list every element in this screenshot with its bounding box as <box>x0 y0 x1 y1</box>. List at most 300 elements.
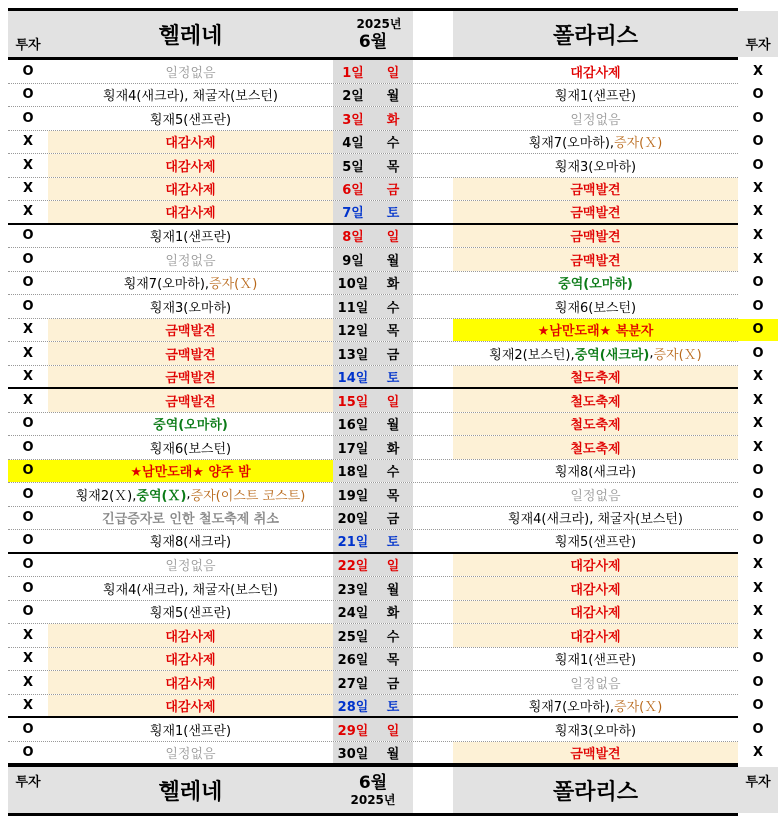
weekday-cell: 수 <box>373 295 413 318</box>
date-cell: 1일 <box>333 60 373 83</box>
left-event-text: 횡재7(오마하), <box>123 277 210 293</box>
date-cell: 18일 <box>333 460 373 483</box>
right-event <box>453 718 738 741</box>
right-event-text: 대감사제 <box>570 65 621 81</box>
right-invest-mark: O <box>752 110 764 126</box>
table-row <box>8 460 764 484</box>
date-cell: 28일 <box>333 695 373 717</box>
column-gap <box>413 178 453 201</box>
left-invest-mark: X <box>22 181 34 197</box>
weekday-cell: 월 <box>373 577 413 600</box>
right-event <box>453 530 738 552</box>
left-event-text: 긴급증자로 인한 철도축제 취소 <box>102 512 279 528</box>
right-event <box>453 648 738 671</box>
table-row <box>8 483 764 507</box>
left-invest-mark: O <box>22 110 34 126</box>
left-event <box>48 530 333 552</box>
left-invest-mark: X <box>22 204 34 220</box>
weekday-cell: 금 <box>373 178 413 201</box>
date-cell: 25일 <box>333 624 373 647</box>
right-event <box>453 577 738 600</box>
left-invest-mark: X <box>22 674 34 690</box>
right-event <box>453 413 738 436</box>
left-event <box>48 554 333 577</box>
right-event-text: 중역(새크라) <box>574 347 650 363</box>
left-event <box>48 342 333 365</box>
left-invest-mark: O <box>22 580 34 596</box>
right-invest-mark: X <box>752 392 764 408</box>
column-gap <box>413 577 453 600</box>
left-invest-mark: O <box>22 557 34 573</box>
right-event <box>453 107 738 130</box>
left-server-footer: 헬레네 <box>48 767 333 813</box>
column-gap <box>413 601 453 624</box>
right-event-text: 횡재3(오마하) <box>554 159 637 175</box>
right-event-text: 횡재7(오마하), <box>528 136 615 152</box>
right-event-text: 횡재1(샌프란) <box>554 89 637 105</box>
right-event <box>453 60 738 83</box>
left-event <box>48 648 333 671</box>
right-event <box>453 201 738 223</box>
right-event <box>453 389 738 412</box>
right-event-text: 금맥발견 <box>570 253 621 269</box>
left-event-text: 대감사제 <box>165 699 216 715</box>
left-event-text: 대감사제 <box>165 629 216 645</box>
table-row <box>8 107 764 131</box>
right-invest-mark: O <box>752 157 764 173</box>
table-row <box>8 624 764 648</box>
date-cell: 9일 <box>333 248 373 271</box>
column-gap <box>413 366 453 388</box>
table-row <box>8 413 764 437</box>
right-invest-mark: O <box>752 510 764 526</box>
left-invest-mark: O <box>22 486 34 502</box>
date-cell: 4일 <box>333 131 373 154</box>
left-invest-mark: O <box>22 63 34 79</box>
left-event <box>48 624 333 647</box>
date-cell: 3일 <box>333 107 373 130</box>
left-event-text: ★남만도래★ 양주 밤 <box>130 465 251 481</box>
right-event <box>453 695 738 717</box>
left-invest-mark: O <box>22 604 34 620</box>
date-cell: 11일 <box>333 295 373 318</box>
table-row <box>8 342 764 366</box>
right-server-title: 폴라리스 <box>453 11 738 57</box>
right-event <box>453 342 738 365</box>
date-cell: 19일 <box>333 483 373 506</box>
left-event-text: 대감사제 <box>165 676 216 692</box>
schedule-sheet <box>8 8 771 816</box>
left-event-text: 횡재1(샌프란) <box>149 230 232 246</box>
weekday-cell: 화 <box>373 436 413 459</box>
right-invest-mark: X <box>752 557 764 573</box>
weekday-cell: 월 <box>373 742 413 764</box>
right-invest-mark: X <box>752 604 764 620</box>
weekday-cell: 토 <box>373 530 413 552</box>
right-event <box>453 554 738 577</box>
date-cell: 7일 <box>333 201 373 223</box>
table-row <box>8 695 764 719</box>
weekday-cell: 목 <box>373 648 413 671</box>
right-event-text: 횡재1(샌프란) <box>554 653 637 669</box>
month-label-footer: 6월 <box>358 772 388 793</box>
right-invest-mark: O <box>738 319 778 342</box>
weekday-cell: 화 <box>373 107 413 130</box>
left-invest-mark: O <box>22 721 34 737</box>
right-event-text: 금맥발견 <box>570 746 621 762</box>
date-cell: 6일 <box>333 178 373 201</box>
right-event <box>453 483 738 506</box>
left-event-text: 대감사제 <box>165 159 216 175</box>
column-gap <box>413 319 453 342</box>
right-invest-mark: X <box>752 204 764 220</box>
weekday-cell: 일 <box>373 60 413 83</box>
month-footer <box>333 767 413 813</box>
weekday-cell: 일 <box>373 554 413 577</box>
column-gap <box>413 624 453 647</box>
left-event-text: 횡재6(보스턴) <box>149 441 232 457</box>
right-event-text: 일정없음 <box>570 488 621 504</box>
column-gap <box>413 295 453 318</box>
right-invest-mark: O <box>752 674 764 690</box>
right-event-text: 대감사제 <box>570 629 621 645</box>
weekday-cell: 월 <box>373 413 413 436</box>
left-event-text: 횡재4(새크라), 채굴자(보스턴) <box>103 582 278 598</box>
column-gap <box>413 84 453 107</box>
weekday-cell: 수 <box>373 460 413 483</box>
right-server-footer: 폴라리스 <box>453 767 738 813</box>
weekday-cell: 토 <box>373 695 413 717</box>
left-event-text: 횡재2(Ｘ), <box>75 488 137 504</box>
right-event-text: 금맥발견 <box>570 183 621 199</box>
right-invest-mark: O <box>752 134 764 150</box>
left-event-text: 금맥발견 <box>165 370 216 386</box>
date-cell: 22일 <box>333 554 373 577</box>
right-invest-mark: X <box>752 368 764 384</box>
right-invest-mark: X <box>752 228 764 244</box>
left-invest-mark: X <box>22 345 34 361</box>
weekday-cell: 목 <box>373 319 413 342</box>
left-event <box>48 507 333 530</box>
left-event <box>48 460 333 483</box>
right-invest-header: 투자 <box>738 11 778 57</box>
left-invest-mark: O <box>22 87 34 103</box>
weekday-cell: 금 <box>373 342 413 365</box>
left-invest-mark: O <box>22 510 34 526</box>
table-row <box>8 436 764 460</box>
right-event-text: 횡재8(새크라) <box>554 465 637 481</box>
weekday-cell: 일 <box>373 225 413 248</box>
date-cell: 29일 <box>333 718 373 741</box>
date-cell: 24일 <box>333 601 373 624</box>
left-event <box>48 295 333 318</box>
table-row <box>8 366 764 390</box>
right-invest-mark: O <box>752 345 764 361</box>
left-event <box>48 319 333 342</box>
table-row <box>8 84 764 108</box>
right-invest-footer: 투자 <box>738 767 778 813</box>
right-event <box>453 319 738 342</box>
header-row <box>8 8 771 60</box>
left-event <box>48 742 333 764</box>
date-cell: 12일 <box>333 319 373 342</box>
table-row <box>8 154 764 178</box>
right-event <box>453 295 738 318</box>
date-cell: 5일 <box>333 154 373 177</box>
weekday-cell: 화 <box>373 601 413 624</box>
date-cell: 13일 <box>333 342 373 365</box>
left-invest-mark: X <box>22 627 34 643</box>
month-label: 6월 <box>358 31 388 52</box>
column-gap <box>413 413 453 436</box>
right-invest-mark: X <box>752 439 764 455</box>
year-label: 2025년 <box>356 16 402 31</box>
column-gap <box>413 389 453 412</box>
right-event-text: 중역(오마하) <box>558 277 633 293</box>
right-event <box>453 248 738 271</box>
left-invest-mark: O <box>22 416 34 432</box>
right-event-text: , <box>649 345 654 361</box>
right-invest-mark: O <box>752 697 764 713</box>
left-event-text: 일정없음 <box>165 746 216 762</box>
right-event-text: 증자(Ｘ) <box>614 136 663 152</box>
right-event-text: 횡재5(샌프란) <box>554 535 637 551</box>
footer-gap <box>413 767 453 813</box>
right-event <box>453 507 738 530</box>
table-row <box>8 530 764 554</box>
table-row <box>8 272 764 296</box>
left-invest-mark: X <box>22 392 34 408</box>
footer-row <box>8 765 771 816</box>
right-invest-mark: X <box>752 580 764 596</box>
left-event-text: 횡재1(샌프란) <box>149 723 232 739</box>
right-event-text: 철도축제 <box>570 370 621 386</box>
left-invest-mark: O <box>22 275 34 291</box>
table-row <box>8 648 764 672</box>
weekday-cell: 화 <box>373 272 413 295</box>
column-gap <box>413 436 453 459</box>
column-gap <box>413 248 453 271</box>
weekday-cell: 목 <box>373 154 413 177</box>
right-event <box>453 624 738 647</box>
left-event-text: 횡재4(새크라), 채굴자(보스턴) <box>103 89 278 105</box>
table-row <box>8 554 764 578</box>
year-label-footer: 2025년 <box>350 792 396 807</box>
left-event <box>48 413 333 436</box>
right-event <box>453 225 738 248</box>
column-gap <box>413 671 453 694</box>
column-gap <box>413 131 453 154</box>
right-invest-mark: O <box>752 486 764 502</box>
left-event <box>48 671 333 694</box>
left-event <box>48 718 333 741</box>
column-gap <box>413 554 453 577</box>
weekday-cell: 금 <box>373 671 413 694</box>
table-row <box>8 248 764 272</box>
right-event <box>453 742 738 764</box>
right-event <box>453 84 738 107</box>
date-cell: 23일 <box>333 577 373 600</box>
table-row <box>8 225 764 249</box>
right-event-text: 철도축제 <box>570 441 621 457</box>
left-event-text: 금맥발견 <box>165 324 216 340</box>
weekday-cell: 목 <box>373 483 413 506</box>
left-event-text: 대감사제 <box>165 653 216 669</box>
table-row <box>8 718 764 742</box>
date-cell: 2일 <box>333 84 373 107</box>
right-event-text: 횡재7(오마하), <box>528 699 615 715</box>
right-event-text: 일정없음 <box>570 112 621 128</box>
left-event-text: 횡재5(샌프란) <box>149 112 232 128</box>
date-cell: 15일 <box>333 389 373 412</box>
left-invest-mark: X <box>22 697 34 713</box>
right-event <box>453 272 738 295</box>
left-event-text: , <box>186 486 191 502</box>
right-event-text: 철도축제 <box>570 394 621 410</box>
table-row <box>8 131 764 155</box>
table-row <box>8 601 764 625</box>
date-cell: 20일 <box>333 507 373 530</box>
left-event-text: 대감사제 <box>165 206 216 222</box>
right-event-text: 대감사제 <box>570 606 621 622</box>
right-event-text: 횡재3(오마하) <box>554 723 637 739</box>
table-row <box>8 178 764 202</box>
left-invest-mark: O <box>22 744 34 760</box>
right-event-text: ★남만도래★ 복분자 <box>537 324 654 340</box>
left-event-text: 증자(Ｘ) <box>209 277 258 293</box>
table-row <box>8 577 764 601</box>
column-gap <box>413 695 453 717</box>
table-row <box>8 60 764 84</box>
table-row <box>8 671 764 695</box>
right-event-text: 증자(Ｘ) <box>653 347 702 363</box>
table-row <box>8 201 764 225</box>
column-gap <box>413 530 453 552</box>
table-row <box>8 507 764 531</box>
left-invest-mark: X <box>22 157 34 173</box>
left-server-title: 헬레네 <box>48 11 333 57</box>
left-invest-mark: O <box>22 533 34 549</box>
left-invest-mark: O <box>22 298 34 314</box>
left-invest-mark: O <box>8 460 48 483</box>
right-event-text: 철도축제 <box>570 418 621 434</box>
left-invest-mark: X <box>22 322 34 338</box>
date-cell: 21일 <box>333 530 373 552</box>
left-event <box>48 107 333 130</box>
header-gap <box>413 11 453 57</box>
weekday-cell: 수 <box>373 131 413 154</box>
month-header <box>333 11 413 57</box>
left-event <box>48 60 333 83</box>
date-cell: 14일 <box>333 366 373 388</box>
column-gap <box>413 272 453 295</box>
left-event <box>48 366 333 388</box>
right-invest-mark: O <box>752 721 764 737</box>
left-event <box>48 577 333 600</box>
right-event-text: 일정없음 <box>570 676 621 692</box>
column-gap <box>413 460 453 483</box>
date-cell: 16일 <box>333 413 373 436</box>
right-event <box>453 178 738 201</box>
left-event <box>48 601 333 624</box>
left-event-text: 대감사제 <box>165 183 216 199</box>
right-event-text: 금맥발견 <box>570 230 621 246</box>
date-cell: 30일 <box>333 742 373 764</box>
left-event-text: 금맥발견 <box>165 347 216 363</box>
right-event-text: 횡재2(보스턴), <box>489 347 575 363</box>
date-cell: 17일 <box>333 436 373 459</box>
weekday-cell: 수 <box>373 624 413 647</box>
column-gap <box>413 483 453 506</box>
right-event-text: 대감사제 <box>570 582 621 598</box>
date-cell: 27일 <box>333 671 373 694</box>
column-gap <box>413 648 453 671</box>
left-event <box>48 201 333 223</box>
column-gap <box>413 342 453 365</box>
left-invest-footer: 투자 <box>8 767 48 813</box>
left-invest-mark: O <box>22 228 34 244</box>
column-gap <box>413 201 453 223</box>
right-invest-mark: O <box>752 533 764 549</box>
schedule-rows <box>8 60 764 765</box>
left-event <box>48 695 333 717</box>
left-event-text: 횡재3(오마하) <box>149 300 232 316</box>
right-event-text: 대감사제 <box>570 559 621 575</box>
column-gap <box>413 742 453 764</box>
right-invest-mark: X <box>752 416 764 432</box>
right-invest-mark: O <box>752 275 764 291</box>
right-invest-mark: O <box>752 298 764 314</box>
date-cell: 10일 <box>333 272 373 295</box>
right-invest-mark: X <box>752 63 764 79</box>
table-row <box>8 295 764 319</box>
left-invest-mark: X <box>22 134 34 150</box>
right-event-text: 금맥발견 <box>570 206 621 222</box>
right-event <box>453 366 738 388</box>
weekday-cell: 월 <box>373 84 413 107</box>
right-event <box>453 131 738 154</box>
column-gap <box>413 507 453 530</box>
right-event <box>453 436 738 459</box>
weekday-cell: 금 <box>373 507 413 530</box>
right-invest-mark: X <box>752 251 764 267</box>
right-invest-mark: O <box>752 87 764 103</box>
left-event <box>48 248 333 271</box>
left-event-text: 일정없음 <box>165 559 216 575</box>
left-event <box>48 389 333 412</box>
right-invest-mark: X <box>752 627 764 643</box>
column-gap <box>413 60 453 83</box>
right-event <box>453 601 738 624</box>
weekday-cell: 일 <box>373 718 413 741</box>
right-invest-mark: O <box>752 463 764 479</box>
right-event-text: 횡재6(보스턴) <box>554 300 637 316</box>
right-invest-mark: X <box>752 744 764 760</box>
left-invest-header: 투자 <box>8 11 48 57</box>
table-row <box>8 389 764 413</box>
column-gap <box>413 718 453 741</box>
weekday-cell: 월 <box>373 248 413 271</box>
left-event <box>48 84 333 107</box>
left-event-text: 금맥발견 <box>165 394 216 410</box>
right-event <box>453 460 738 483</box>
weekday-cell: 토 <box>373 201 413 223</box>
left-event-text: 대감사제 <box>165 136 216 152</box>
column-gap <box>413 154 453 177</box>
left-invest-mark: X <box>22 368 34 384</box>
left-event <box>48 154 333 177</box>
left-event <box>48 272 333 295</box>
